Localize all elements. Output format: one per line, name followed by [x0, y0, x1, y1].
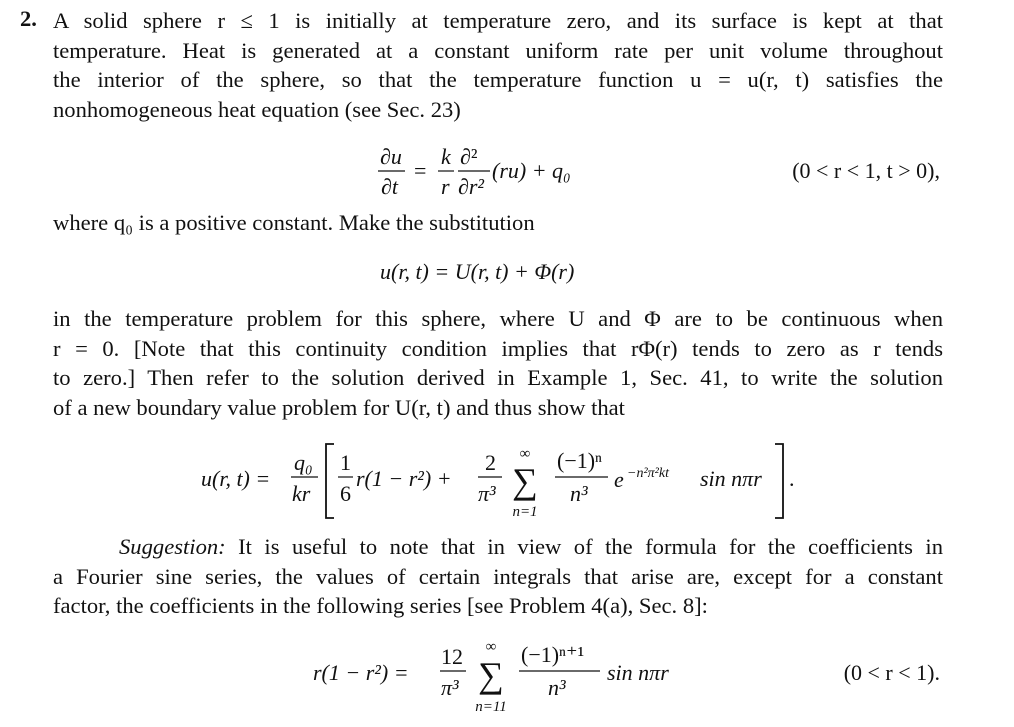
eq1-equals: = — [414, 158, 427, 183]
suggestion-first-line — [53, 532, 943, 562]
eq3-q-numerator: q₀ — [294, 450, 313, 475]
eq1-lhs-numerator: ∂u — [380, 144, 402, 169]
middle-line: of a new boundary value problem for U(r, t) and thus show that — [53, 394, 625, 420]
eq3-left-bracket — [326, 444, 334, 518]
suggestion-paragraph — [53, 532, 943, 621]
eq4-numerator: 12 — [441, 644, 463, 669]
intro-line: A solid sphere r ≤ 1 is initially at temperature zero, and its surface is kept at that — [53, 8, 943, 33]
suggestion-label: Suggestion: — [119, 534, 226, 559]
eq3-q-denominator: kr — [292, 481, 311, 506]
problem-number: 2. — [20, 6, 37, 31]
after-eq1-line: where q₀ is a positive constant. Make the substitution — [53, 210, 535, 235]
eq1-d-numerator: ∂² — [460, 144, 478, 169]
intro-line: nonhomogeneous heat equation (see Sec. 23) — [53, 96, 461, 122]
eq1-r: r — [441, 174, 450, 199]
eq3-one: 1 — [340, 450, 351, 475]
eq3-term1: r(1 − r²) + — [356, 466, 452, 491]
eq3-pi-cubed: π³ — [478, 481, 496, 506]
eq3-sum-lower-limit: n=1 — [512, 504, 538, 520]
eq4-frac-denominator: n³ — [548, 675, 566, 700]
eq3-frac-numerator: (−1)ⁿ — [557, 448, 602, 473]
eq1-d-denominator: ∂r² — [458, 174, 485, 199]
eq4-sum-upper-limit: ∞ — [485, 639, 497, 655]
middle-paragraph — [53, 304, 943, 422]
suggestion-line: a Fourier sine series, the values of certain integrals that arise are, except for a constant — [53, 563, 943, 589]
eq3-sum-sign: ∑ — [512, 461, 538, 501]
eq3-frac-denominator: n³ — [570, 481, 588, 506]
eq3-period: . — [789, 466, 795, 491]
eq4-condition: (0 < r < 1). — [843, 660, 940, 685]
intro-line: temperature. Heat is generated at a constant uniform rate per unit volume throughout — [53, 37, 943, 63]
suggestion-line: factor, the coefficients in the following series [see Problem 4(a), Sec. 8]: — [53, 593, 708, 618]
eq3-right-bracket — [775, 444, 783, 518]
middle-line: in the temperature problem for this sphere, where U and Φ are to be continuous when — [53, 306, 943, 331]
middle-line: r = 0. [Note that this continuity condition implies that rΦ(r) tends to zero as r tends — [53, 335, 943, 361]
eq1-lhs-denominator: ∂t — [381, 174, 398, 199]
eq4-lhs: r(1 − r²) = — [313, 660, 409, 685]
eq3-lhs: u(r, t) = — [201, 466, 271, 491]
middle-line: to zero.] Then refer to the solution derived in Example 1, Sec. 41, to write the solution — [53, 365, 943, 390]
eq3-sine: sin nπr — [700, 466, 762, 491]
suggestion-line: It is useful to note that in view of the formula for the coefficients in — [238, 534, 943, 559]
eq1-rest: (ru) + q₀ — [492, 158, 571, 183]
intro-line: the interior of the sphere, so that the temperature function u = u(r, t) satisfies the — [53, 67, 943, 92]
eq4-sum-lower-limit: n=11 — [475, 699, 507, 715]
eq2-text: u(r, t) = U(r, t) + Φ(r) — [380, 259, 575, 284]
eq3-sum-upper-limit: ∞ — [519, 446, 531, 462]
heat-equation — [0, 138, 1014, 202]
eq1-k: k — [441, 144, 451, 169]
substitution-equation — [0, 254, 1014, 288]
eq3-exponent: −n²π²kt — [627, 466, 669, 481]
eq3-six: 6 — [340, 481, 351, 506]
solution-series-equation — [0, 436, 1014, 526]
eq3-exp-base: e — [614, 467, 624, 492]
eq3-two: 2 — [485, 450, 496, 475]
after-eq1-paragraph — [53, 208, 943, 238]
eq4-frac-numerator: (−1)ⁿ⁺¹ — [521, 642, 585, 667]
eq4-sum-sign: ∑ — [478, 655, 504, 695]
intro-paragraph — [53, 6, 943, 124]
eq4-denominator: π³ — [441, 675, 459, 700]
eq1-condition: (0 < r < 1, t > 0), — [792, 158, 940, 183]
sine-series-equation — [0, 632, 1014, 722]
eq4-sine: sin nπr — [607, 660, 669, 685]
